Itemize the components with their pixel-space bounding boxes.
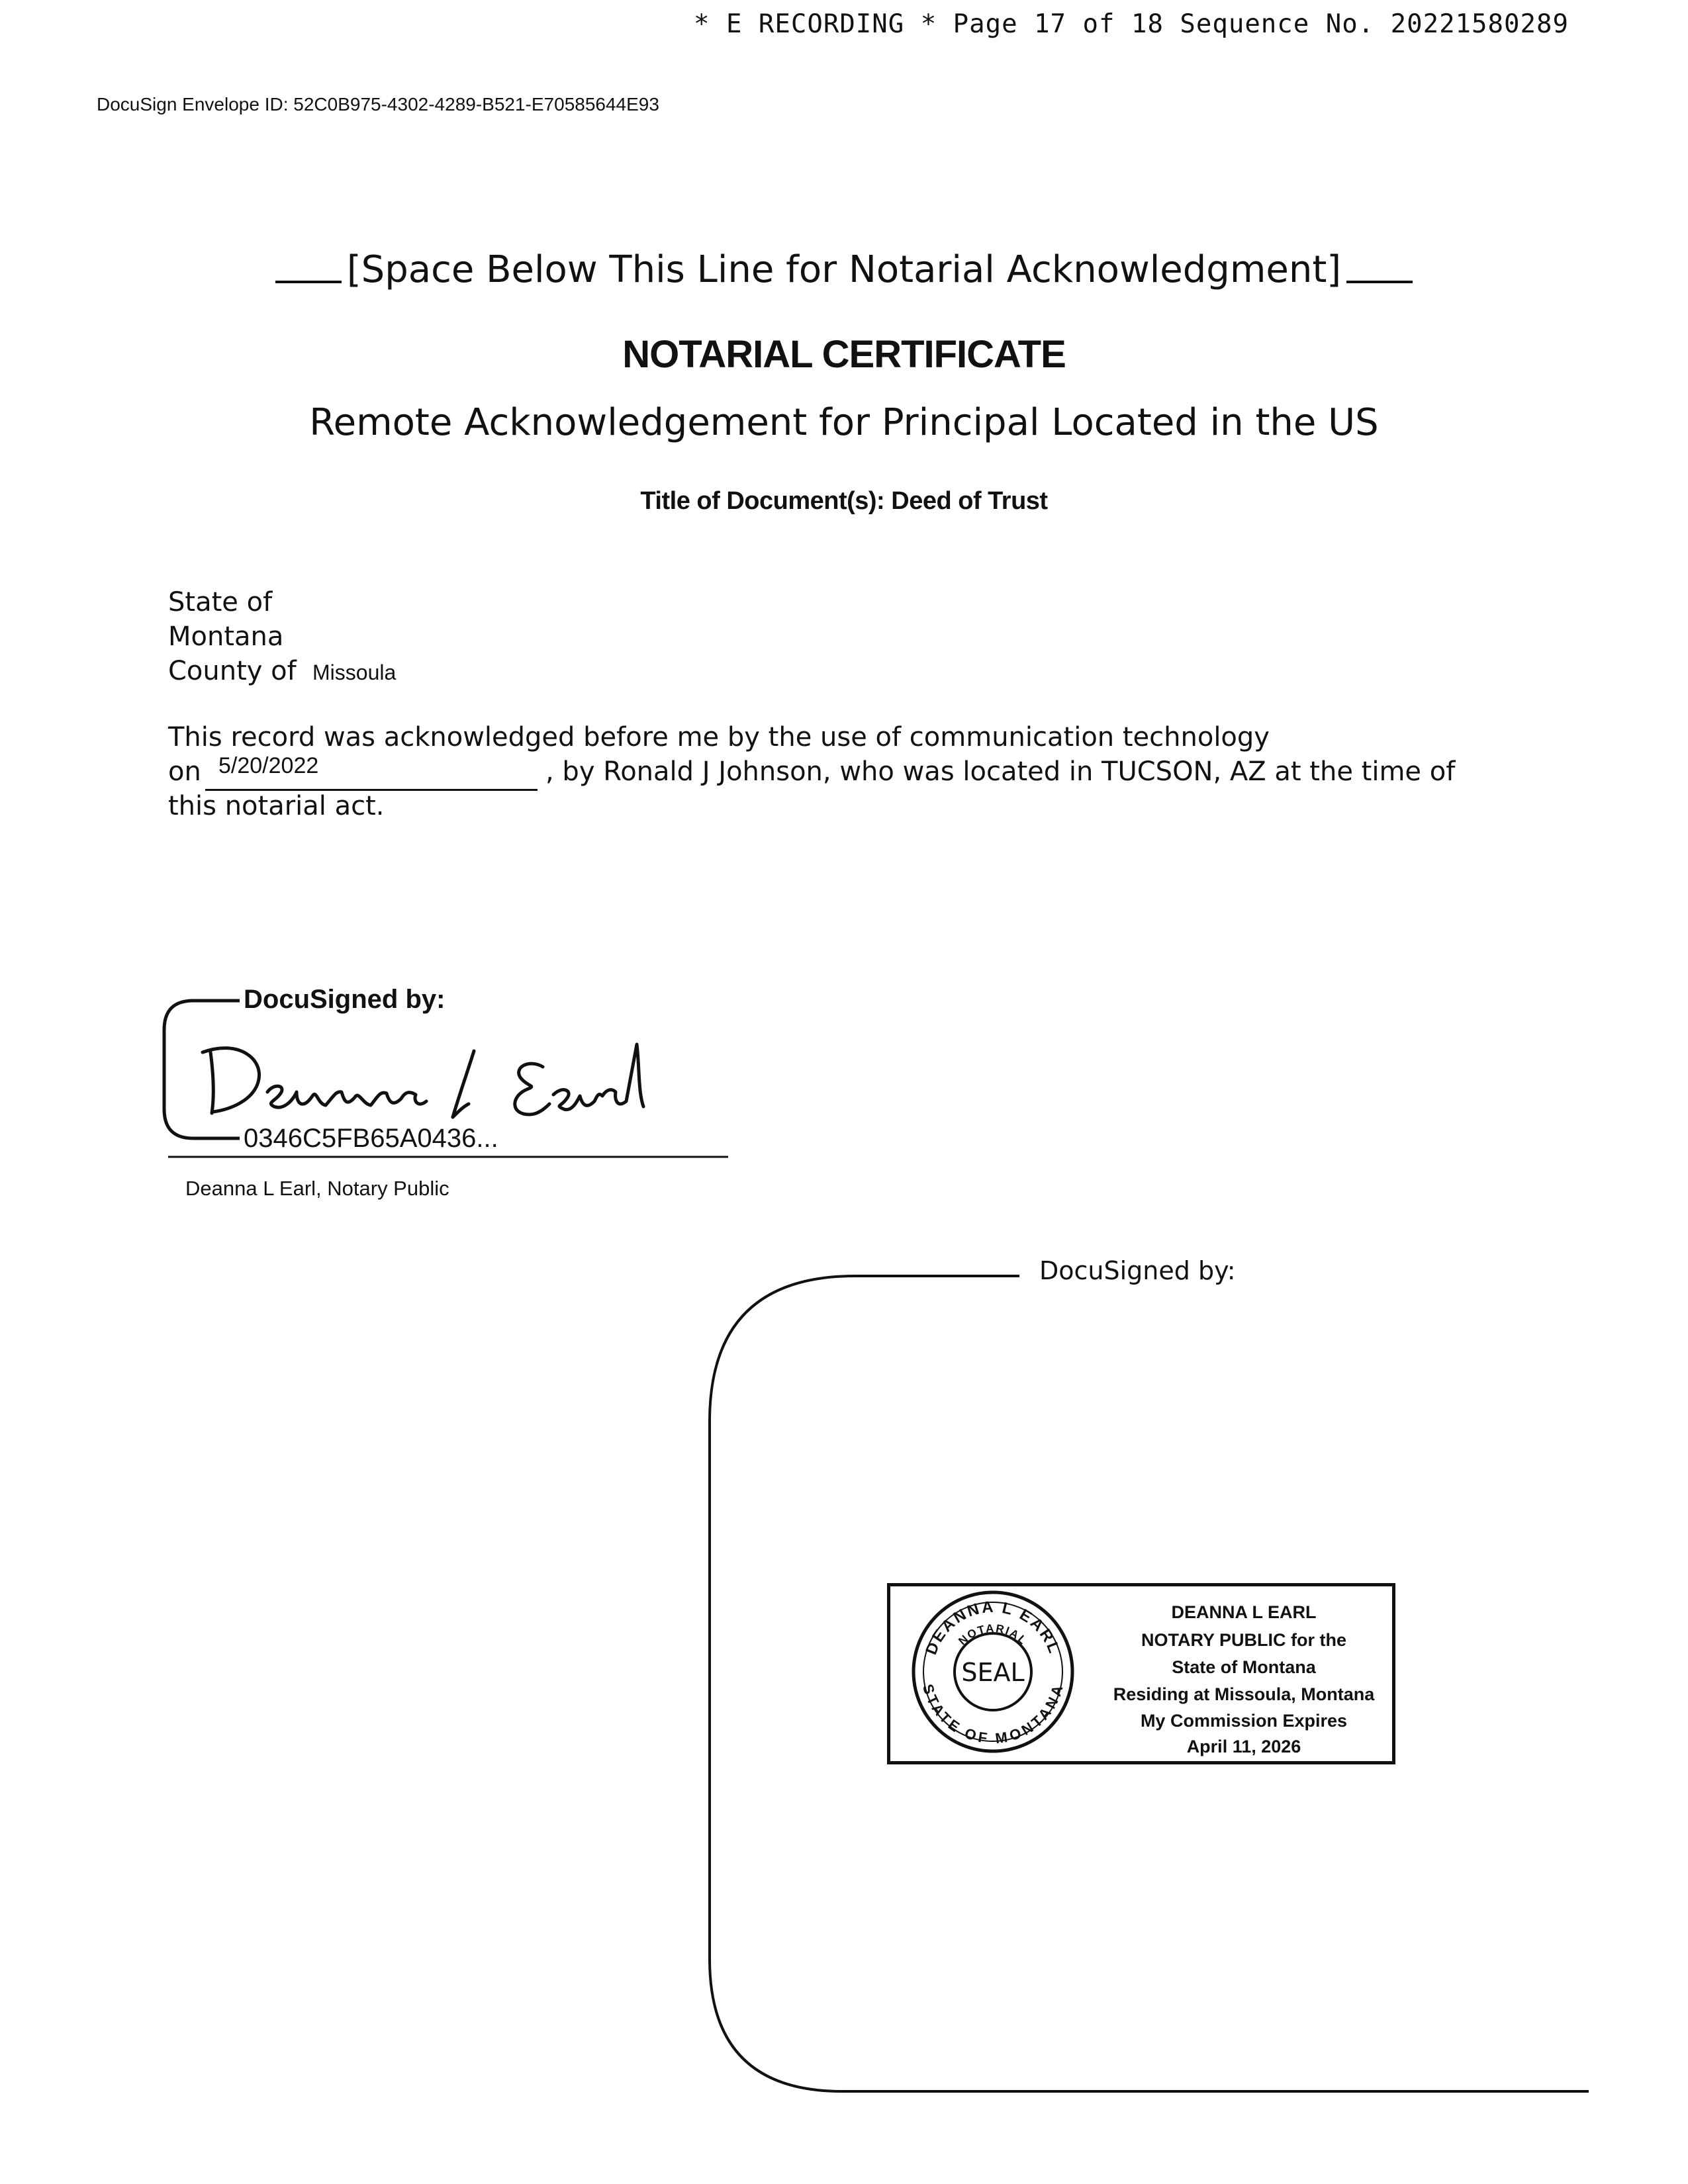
signature-id: 0346C5FB65A0436... — [244, 1124, 498, 1153]
seal-center: SEAL — [961, 1658, 1025, 1687]
recording-header: * E RECORDING * Page 17 of 18 Sequence No. 20221580289 — [694, 9, 1569, 39]
acknowledgment-line-2: , by Ronald J Johnson, who was located in TUCSON, AZ at the time of — [545, 756, 1456, 787]
county-label: County of — [168, 656, 297, 686]
seal-docusigned-label: DocuSigned by: — [1039, 1256, 1236, 1285]
acknowledgment-line-3: this notarial act. — [168, 791, 385, 821]
seal-notary-title: NOTARY PUBLIC for the — [1141, 1630, 1346, 1650]
certificate-subtitle: Remote Acknowledgement for Principal Located in the US — [309, 401, 1379, 444]
notary-name-line: Deanna L Earl, Notary Public — [185, 1177, 449, 1200]
notary-seal-stamp — [887, 1583, 1395, 1764]
seal-commission-date: April 11, 2026 — [1186, 1737, 1301, 1756]
certificate-title: NOTARIAL CERTIFICATE — [622, 333, 1066, 376]
seal-ring-top: DEANNA L EARL — [922, 1598, 1064, 1658]
acknowledgment-on-label: on — [168, 756, 201, 787]
state-label: State of — [168, 587, 273, 617]
seal-notary-name: DEANNA L EARL — [1171, 1602, 1317, 1622]
state-value: Montana — [168, 621, 284, 652]
envelope-id: DocuSign Envelope ID: 52C0B975-4302-4289-B521-E70585644E93 — [97, 94, 659, 114]
seal-residence: Residing at Missoula, Montana — [1113, 1684, 1375, 1704]
seal-ring-inner: NOTARIAL — [956, 1621, 1030, 1648]
space-line-text: [Space Below This Line for Notarial Acknowledgment] — [346, 248, 1342, 291]
seal-state: State of Montana — [1172, 1657, 1316, 1677]
county-value: Missoula — [312, 660, 397, 684]
document-title: Title of Document(s): Deed of Trust — [640, 487, 1048, 515]
seal-ring-bottom: STATE OF MONTANA — [919, 1682, 1067, 1747]
seal-commission-label: My Commission Expires — [1140, 1711, 1348, 1731]
notary-docusigned-label: DocuSigned by: — [244, 985, 445, 1014]
acknowledgment-line-1: This record was acknowledged before me by the use of communication technology — [168, 722, 1270, 752]
acknowledgment-date: 5/20/2022 — [218, 753, 319, 778]
